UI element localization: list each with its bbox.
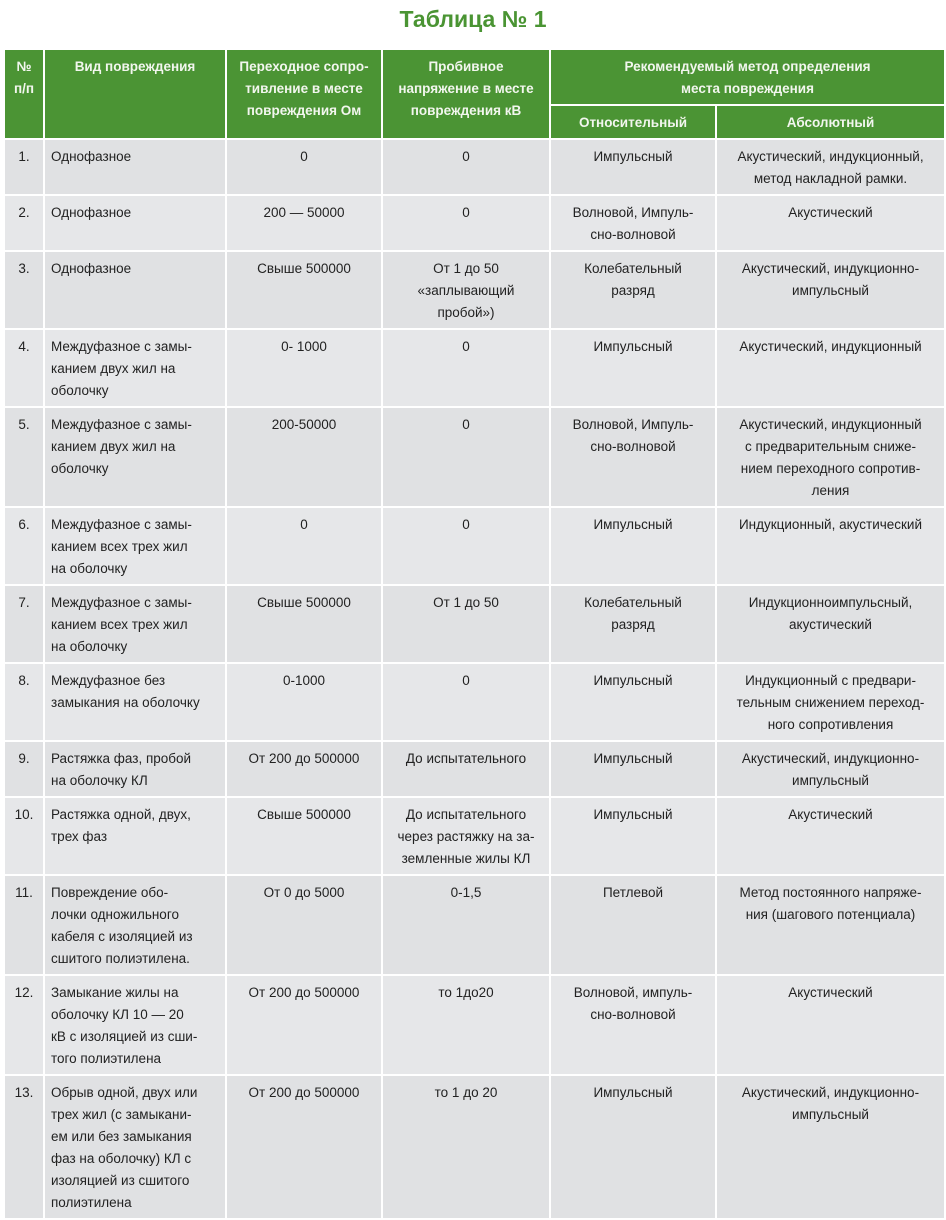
table-body xyxy=(4,139,945,1219)
damage-type-cell: Обрыв одной, двух или трех жил (с замыкани- ем или без замыкания фаз на оболочку) КЛ с изоляцией из сшитого полиэтилена xyxy=(44,1075,226,1219)
header-method: Рекомендуемый метод определения места повреждения xyxy=(550,49,945,105)
breakdown-voltage-cell: 0 xyxy=(382,139,550,195)
breakdown-voltage-cell: От 1 до 50 «заплывающий пробой») xyxy=(382,251,550,329)
absolute-method-cell: Акустический, индукционно- импульсный xyxy=(716,741,945,797)
row-number-cell: 10. xyxy=(4,797,44,875)
relative-method-cell: Волновой, импуль- сно-волновой xyxy=(550,975,716,1075)
header-num: № п/п xyxy=(4,49,44,139)
relative-method-cell: Волновой, Импуль- сно-волновой xyxy=(550,195,716,251)
row-number-cell: 5. xyxy=(4,407,44,507)
absolute-method-cell: Акустический, индукционный, метод накладной рамки. xyxy=(716,139,945,195)
absolute-method-cell: Индукционноимпульсный, акустический xyxy=(716,585,945,663)
table-row xyxy=(4,1075,945,1219)
damage-type-cell: Междуфазное с замы- канием всех трех жил на оболочку xyxy=(44,585,226,663)
damage-type-cell: Повреждение обо- лочки одножильного кабеля с изоляцией из сшитого полиэтилена. xyxy=(44,875,226,975)
breakdown-voltage-cell: 0 xyxy=(382,195,550,251)
transition-resistance-cell: 200 — 50000 xyxy=(226,195,382,251)
transition-resistance-cell: 0 xyxy=(226,139,382,195)
header-type: Вид повреждения xyxy=(44,49,226,139)
relative-method-cell: Импульсный xyxy=(550,507,716,585)
absolute-method-cell: Акустический, индукционно- импульсный xyxy=(716,1075,945,1219)
table-row xyxy=(4,407,945,507)
row-number-cell: 4. xyxy=(4,329,44,407)
fault-location-table xyxy=(3,48,946,1220)
breakdown-voltage-cell: 0 xyxy=(382,663,550,741)
row-number-cell: 13. xyxy=(4,1075,44,1219)
row-number-cell: 1. xyxy=(4,139,44,195)
row-number-cell: 12. xyxy=(4,975,44,1075)
relative-method-cell: Колебательный разряд xyxy=(550,251,716,329)
row-number-cell: 8. xyxy=(4,663,44,741)
row-number-cell: 6. xyxy=(4,507,44,585)
table-row xyxy=(4,585,945,663)
header-resistance: Переходное сопро- тивление в месте повреждения Ом xyxy=(226,49,382,139)
relative-method-cell: Импульсный xyxy=(550,797,716,875)
table-row xyxy=(4,507,945,585)
header-absolute: Абсолютный xyxy=(716,105,945,139)
absolute-method-cell: Акустический xyxy=(716,975,945,1075)
relative-method-cell: Волновой, Импуль- сно-волновой xyxy=(550,407,716,507)
row-number-cell: 11. xyxy=(4,875,44,975)
transition-resistance-cell: От 0 до 5000 xyxy=(226,875,382,975)
damage-type-cell: Однофазное xyxy=(44,195,226,251)
table-row xyxy=(4,797,945,875)
damage-type-cell: Однофазное xyxy=(44,139,226,195)
row-number-cell: 7. xyxy=(4,585,44,663)
absolute-method-cell: Метод постоянного напряже- ния (шагового потенциала) xyxy=(716,875,945,975)
table-row xyxy=(4,251,945,329)
damage-type-cell: Междуфазное с замы- канием двух жил на оболочку xyxy=(44,329,226,407)
breakdown-voltage-cell: то 1до20 xyxy=(382,975,550,1075)
relative-method-cell: Импульсный xyxy=(550,139,716,195)
absolute-method-cell: Индукционный с предвари- тельным снижением переход- ного сопротивления xyxy=(716,663,945,741)
breakdown-voltage-cell: 0-1,5 xyxy=(382,875,550,975)
damage-type-cell: Междуфазное без замыкания на оболочку xyxy=(44,663,226,741)
absolute-method-cell: Акустический xyxy=(716,797,945,875)
breakdown-voltage-cell: До испытательного через растяжку на за- земленные жилы КЛ xyxy=(382,797,550,875)
transition-resistance-cell: Свыше 500000 xyxy=(226,251,382,329)
table-row xyxy=(4,195,945,251)
table-row xyxy=(4,663,945,741)
absolute-method-cell: Индукционный, акустический xyxy=(716,507,945,585)
damage-type-cell: Однофазное xyxy=(44,251,226,329)
absolute-method-cell: Акустический, индукционно- импульсный xyxy=(716,251,945,329)
transition-resistance-cell: От 200 до 500000 xyxy=(226,741,382,797)
transition-resistance-cell: Свыше 500000 xyxy=(226,585,382,663)
damage-type-cell: Растяжка фаз, пробой на оболочку КЛ xyxy=(44,741,226,797)
transition-resistance-cell: От 200 до 500000 xyxy=(226,1075,382,1219)
damage-type-cell: Междуфазное с замы- канием всех трех жил на оболочку xyxy=(44,507,226,585)
relative-method-cell: Импульсный xyxy=(550,741,716,797)
row-number-cell: 3. xyxy=(4,251,44,329)
damage-type-cell: Замыкание жилы на оболочку КЛ 10 — 20 кВ с изоляцией из сши- того полиэтилена xyxy=(44,975,226,1075)
row-number-cell: 9. xyxy=(4,741,44,797)
breakdown-voltage-cell: то 1 до 20 xyxy=(382,1075,550,1219)
absolute-method-cell: Акустический, индукционный xyxy=(716,329,945,407)
transition-resistance-cell: 0-1000 xyxy=(226,663,382,741)
table-row xyxy=(4,329,945,407)
table-row xyxy=(4,139,945,195)
transition-resistance-cell: 0 xyxy=(226,507,382,585)
breakdown-voltage-cell: От 1 до 50 xyxy=(382,585,550,663)
relative-method-cell: Импульсный xyxy=(550,663,716,741)
transition-resistance-cell: От 200 до 500000 xyxy=(226,975,382,1075)
transition-resistance-cell: Свыше 500000 xyxy=(226,797,382,875)
damage-type-cell: Междуфазное с замы- канием двух жил на оболочку xyxy=(44,407,226,507)
breakdown-voltage-cell: 0 xyxy=(382,507,550,585)
table-title: Таблица № 1 xyxy=(399,6,547,32)
absolute-method-cell: Акустический xyxy=(716,195,945,251)
breakdown-voltage-cell: 0 xyxy=(382,329,550,407)
transition-resistance-cell: 0- 1000 xyxy=(226,329,382,407)
relative-method-cell: Колебательный разряд xyxy=(550,585,716,663)
table-row xyxy=(4,875,945,975)
header-relative: Относительный xyxy=(550,105,716,139)
absolute-method-cell: Акустический, индукционный с предварительным сниже- нием переходного сопротив- ления xyxy=(716,407,945,507)
relative-method-cell: Импульсный xyxy=(550,1075,716,1219)
relative-method-cell: Импульсный xyxy=(550,329,716,407)
breakdown-voltage-cell: До испытательного xyxy=(382,741,550,797)
relative-method-cell: Петлевой xyxy=(550,875,716,975)
header-voltage: Пробивное напряжение в месте повреждения кВ xyxy=(382,49,550,139)
table-row xyxy=(4,975,945,1075)
row-number-cell: 2. xyxy=(4,195,44,251)
breakdown-voltage-cell: 0 xyxy=(382,407,550,507)
table-row xyxy=(4,741,945,797)
transition-resistance-cell: 200-50000 xyxy=(226,407,382,507)
damage-type-cell: Растяжка одной, двух, трех фаз xyxy=(44,797,226,875)
